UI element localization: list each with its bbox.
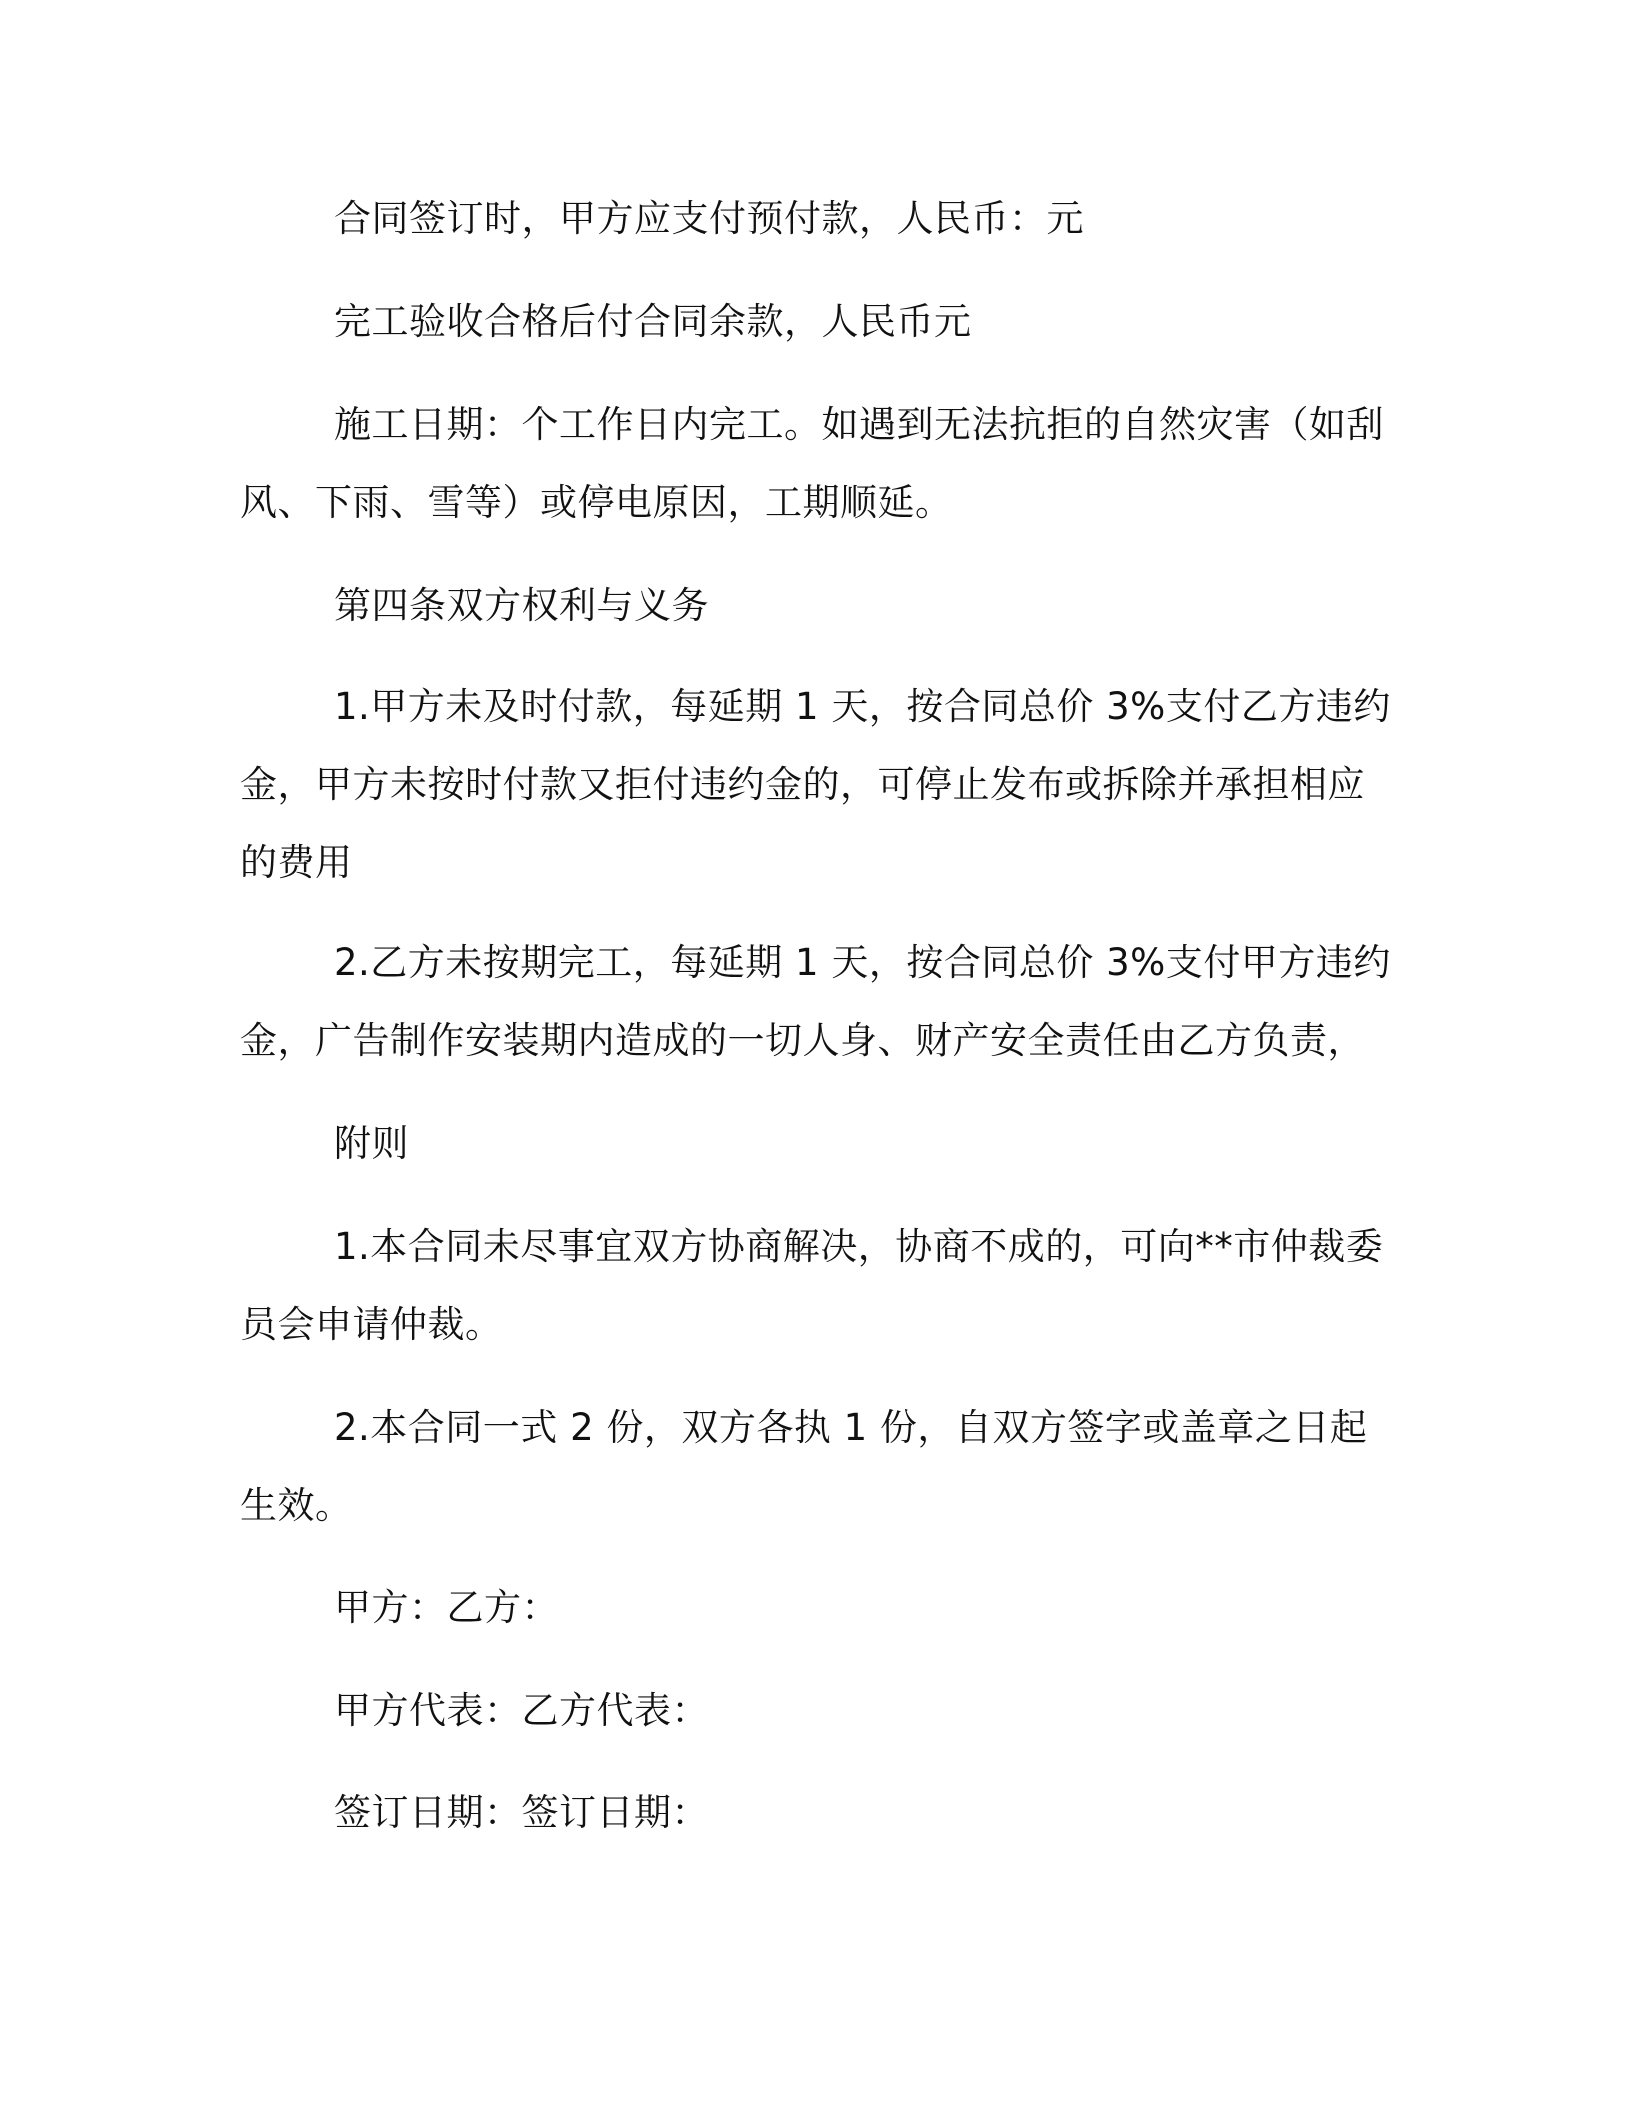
paragraph-party-a-penalty: 1.甲方未及时付款，每延期 1 天，按合同总价 3%支付乙方违约金，甲方未按时付款又拒付违约金的，可停止发布或拆除并承担相应的费用 xyxy=(240,685,1391,884)
paragraph-construction-period: 施工日期：个工作日内完工。如遇到无法抗拒的自然灾害（如刮风、下雨、雪等）或停电原因，工期顺延。 xyxy=(240,403,1384,524)
signature-dates: 签订日期：签订日期： xyxy=(334,1791,709,1834)
signature-representatives: 甲方代表：乙方代表： xyxy=(334,1689,709,1732)
paragraph-advance-payment: 合同签订时，甲方应支付预付款，人民币：元 xyxy=(334,197,1084,240)
paragraph-party-b-penalty: 2.乙方未按期完工，每延期 1 天，按合同总价 3%支付甲方违约金，广告制作安装期内造成的一切人身、财产安全责任由乙方负责， xyxy=(240,941,1391,1062)
heading-supplementary-provisions: 附则 xyxy=(334,1122,409,1165)
paragraph-balance-payment: 完工验收合格后付合同余款，人民币元 xyxy=(334,300,972,343)
paragraph-arbitration: 1.本合同未尽事宜双方协商解决，协商不成的，可向**市仲裁委员会申请仲裁。 xyxy=(240,1225,1384,1346)
heading-article-four: 第四条双方权利与义务 xyxy=(334,584,709,627)
paragraph-copies-effective: 2.本合同一式 2 份，双方各执 1 份，自双方签字或盖章之日起生效。 xyxy=(240,1406,1368,1527)
signature-parties: 甲方：乙方： xyxy=(334,1586,559,1629)
